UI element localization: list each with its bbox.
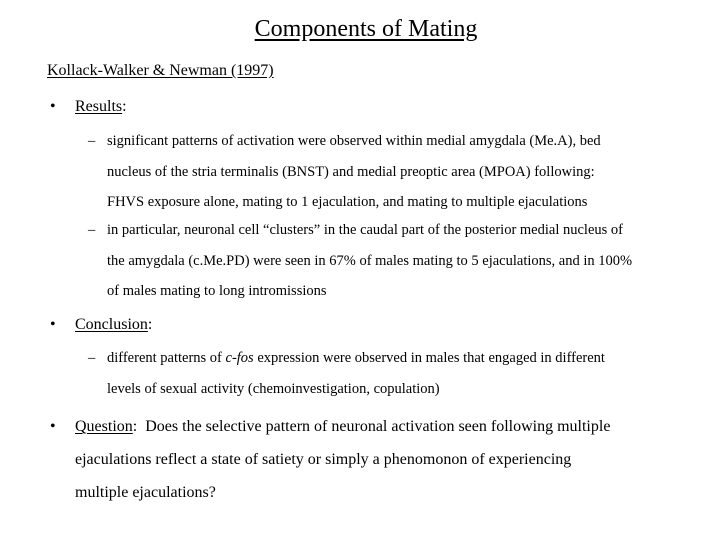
- bullet-icon: •: [50, 98, 56, 115]
- text-line: in particular, neuronal cell “clusters” in the caudal part of the posterior medial nucleus of: [107, 222, 623, 238]
- gene-name: c-fos: [225, 350, 254, 366]
- results-subitem-2-text: [107, 215, 697, 307]
- bullet-icon: •: [50, 418, 56, 435]
- results-heading: [75, 97, 127, 117]
- conclusion-subitem-text: [107, 343, 697, 404]
- dash-icon: –: [88, 222, 96, 238]
- dash-icon: –: [88, 133, 96, 149]
- author-citation: Kollack-Walker & Newman (1997): [47, 62, 274, 79]
- conclusion-heading: [75, 315, 152, 335]
- results-colon: :: [122, 98, 127, 115]
- slide-title: Components of Mating: [254, 16, 478, 42]
- results-label: Results: [75, 98, 123, 115]
- text-line: Does the selective pattern of neuronal activation seen following multiple: [145, 418, 611, 435]
- text-line: significant patterns of activation were observed within medial amygdala (Me.A), bed: [107, 133, 601, 149]
- question-colon: :: [132, 418, 138, 435]
- text-line: levels of sexual activity (chemoinvestigation, copulation): [107, 380, 440, 397]
- text-segment: expression were observed in males that engaged in different: [253, 350, 605, 366]
- bullet-icon: •: [50, 316, 56, 333]
- conclusion-label: Conclusion: [75, 316, 148, 333]
- text-line: the amygdala (c.Me.PD) were seen in 67% of males mating to 5 ejaculations, and in 100%: [107, 252, 633, 269]
- text-line: nucleus of the stria terminalis (BNST) and medial preoptic area (MPOA) following:: [107, 163, 595, 180]
- question-first-line: [75, 418, 610, 435]
- text-line: of males mating to long intromissions: [107, 283, 327, 299]
- results-subitem-1-text: [107, 126, 697, 218]
- text-line: ejaculations reflect a state of satiety or simply a phenomonon of experiencing: [75, 451, 572, 468]
- text-line: [107, 350, 605, 366]
- text-segment: different patterns of: [107, 350, 226, 366]
- question-text: [75, 410, 715, 509]
- dash-icon: –: [88, 350, 96, 366]
- text-line: FHVS exposure alone, mating to 1 ejaculation, and mating to multiple ejaculations: [107, 194, 588, 210]
- text-line: multiple ejaculations?: [75, 484, 216, 501]
- conclusion-colon: :: [147, 316, 153, 333]
- question-label: Question: [75, 418, 133, 435]
